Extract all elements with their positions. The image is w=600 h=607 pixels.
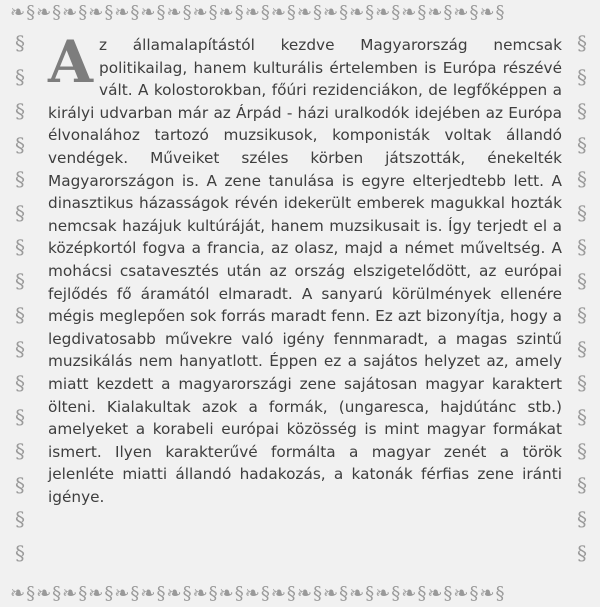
ornament-border-top: ❧§❧§❧§❧§❧§❧§❧§❧§❧§❧§❧§❧§❧§❧§❧§❧§❧§❧§❧§ [10, 2, 506, 23]
ornament-border-bottom: ❧§❧§❧§❧§❧§❧§❧§❧§❧§❧§❧§❧§❧§❧§❧§❧§❧§❧§❧§ [10, 583, 506, 604]
article-body: z államalapítástól kezdve Magyarország nemcsak politikailag, hanem kulturális értelemben is Európa részévé vált. A kolostorokban, főúri rezidenciákon, de legfőképpen a királyi udvarban már az Árpád - házi uralkodók idejében az Európa élvonalához tartozó muzsikusok, komponisták voltak állandó vendégek. Műveiket széles körben játszották, énekelték Magyarországon is. A zene tanulása is egyre elterjedtebb lett. A dinasztikus házasságok révén idekerült emberek magukkal hozták nemcsak hazájuk kultúráját, hanem muzsikusait is. Így terjedt el a középkortól fogva a francia, az olasz, majd a német műveltség. A mohácsi csatavesztés után az ország elszigetelődött, az európai fejlődés fő áramától elmaradt. A sanyarú körülmények ellenére mégis meglepően sok forrás maradt fenn. Ez azt bizonyítja, hogy a legdivatosabb művekre való igény fennmaradt, a magas szintű muzsikálás nem hanyatlott. Éppen ez a sajátos helyzet az, amely miatt kezdett a magyarországi zene sajátosan magyar karaktert ölteni. Kialakultak azok a formák, (ungaresca, hajdútánc stb.) amelyeket a korabeli európai közösség is mint magyar formákat ismert. Ilyen karakterűvé formálta a magyar zenét a török jelenléte miatti állandó hadakozás, a katonák férfias zene iránti igénye. [48, 36, 562, 506]
ornament-border-right: § § § § § § § § § § § § § § § § [577, 31, 587, 565]
drop-cap: A [48, 28, 94, 96]
article-text [48, 28, 562, 508]
ornament-border-left: § § § § § § § § § § § § § § § § [15, 31, 25, 565]
